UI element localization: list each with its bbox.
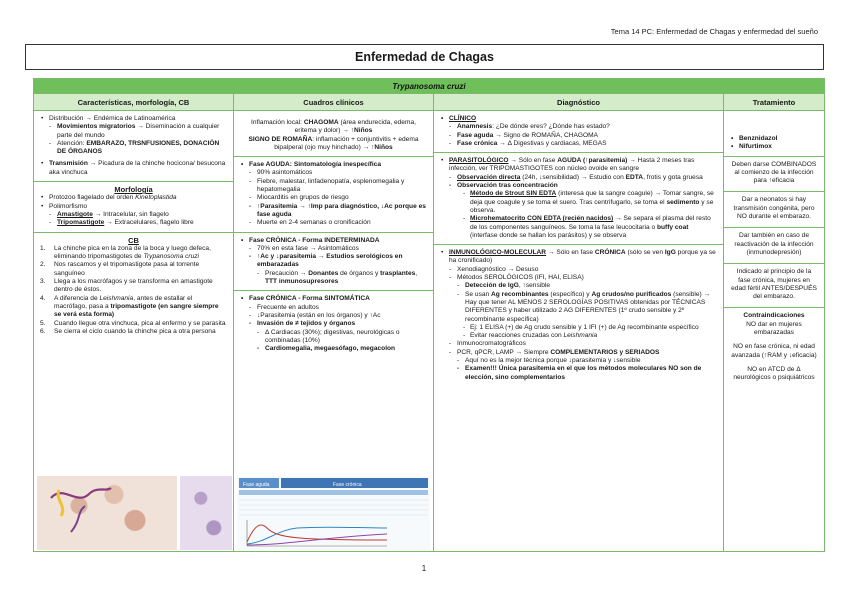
- cycle-title: CB: [128, 235, 139, 245]
- drug-benznidazol: • Benznidazol: [730, 135, 818, 143]
- immunological-item: - Xenodiagnóstico → Desuso: [440, 266, 717, 274]
- phase-timeline-graphic: [237, 476, 430, 550]
- tripomastigote-line: - Tripomastigote → Extracelulares, flagelo libre: [40, 219, 227, 227]
- parasitological-item: - Observación directa (24h, ↓sensibilidad) → Estudio con EDTA, frotis y gota gruesa: [440, 174, 717, 182]
- morphology-line: • Protozoo flagelado del orden Kinetoplastida: [40, 194, 227, 202]
- molecular-item: - PCR, qPCR, LAMP → Siempre COMPLEMENTARIOS y SERIADOS: [440, 349, 717, 357]
- attention-line: - Atención: EMBARAZO, TRSNFUSIONES, DONACIÓN DE ÓRGANOS: [40, 140, 227, 157]
- immunological-item: - Inmunocromatográficos: [440, 340, 717, 348]
- column-header-characteristics: Características, morfología, CB: [34, 94, 234, 110]
- contraindications-title: Contraindicaciones: [743, 312, 805, 320]
- immunological-item: - Se usan Ag recombinantes (específico) y Ag crudos/no purificados (sensible) → Hay que tener AL MENOS 2 SEROLOGÍAS POSITIVAS obtenidas por TÉCNICAS DIFERENTES y haber utilizado 2 AG DIFERENTES (1º crudo sensible y 2º recombinante específica): [440, 291, 717, 324]
- cycle-step-2: 2. Nos rascamos y el tripomastigote pasa al torrente sanguíneo: [40, 261, 200, 277]
- timeline-head-acute: Fase aguda: [243, 482, 270, 488]
- column-header-treatment: Tratamiento: [752, 97, 796, 107]
- organism-band: Trypanosoma cruzi: [34, 79, 824, 93]
- clinical-diagnosis-item: - Anamnesis: ¿De dónde eres? ¿Dónde has estado?: [440, 123, 717, 131]
- clinical-diagnosis-title: • CLÍNICO: [440, 115, 717, 123]
- cycle-step-4: 4. A diferencia de Leishmania, antes de estallar el macrófago, pasa a tripomastigote (en sangre siempre se verá esta forma): [40, 294, 219, 319]
- treatment-note: Indicado al principio de la fase crónica, mujeres en edad fértil ANTES/DESPUÉS del embarazo.: [731, 268, 817, 301]
- clinical-diagnosis-item: - Fase aguda → Signo de ROMAÑA, CHAGOMA: [440, 132, 717, 140]
- acute-phase-item: - ↑Parasitemia → ↑Imp para diagnóstico, ↓Ac porque es fase aguda: [240, 203, 427, 220]
- immunological-title: • INMUNOLÓGICO-MOLECULAR → Sólo en fase CRÓNICA (sólo se ven IgG porque ya se ha cronificado): [440, 249, 717, 266]
- chronic-symptomatic-item: - Invasión de ≠ tejidos y órganos: [240, 320, 427, 328]
- distribution-line: • Distribución → Endémica de Latinoamérica: [40, 115, 227, 123]
- parasitological-item: - Observación tras concentración: [440, 182, 717, 190]
- morphology-title: Morfología: [114, 185, 153, 195]
- romana-sign-line: SIGNO DE ROMAÑA: inflamación + conjuntivitis + edema bipalperal (ojo muy hinchado) → ↑Niños: [248, 135, 419, 151]
- migration-line: - Movimientos migratorios → Diseminación a cualquier parte del mundo: [40, 123, 227, 140]
- clinical-diagnosis-item: - Fase crónica → Δ Digestivas y cardiacas, MEGAS: [440, 140, 717, 148]
- chronic-symptomatic-item: - ↓Parasitemia (están en los órganos) y ↑Ac: [240, 312, 427, 320]
- molecular-item: - Examen!!! Única parasitemia en el que los métodos moleculares NO son de elección, sino complementarios: [440, 365, 717, 382]
- contraindication-item: NO dar en mujeres embarazadas: [746, 320, 802, 337]
- transmission-line: • Transmisión → Picadura de la chinche hocicona/ besucona aka vinchuca: [40, 160, 227, 177]
- cycle-step-6: 6. Se cierra el ciclo cuando la chinche pica a otra persona: [40, 327, 216, 335]
- summary-table: [33, 78, 825, 552]
- microhematocrit-method: - Microhematocrito CON EDTA (recién nacidos) → Se separa el plasma del resto de los componentes sanguíneos. Se toma la fase leucocitaria o buffy coat (interfase donde se hallan los parásitos) y se observa: [440, 215, 717, 240]
- chagoma-line: Inflamación local: CHAGOMA (área endurecida, edema, eritema y dolor) → ↑Niños: [251, 119, 416, 135]
- document-topic: Tema 14 PC: Enfermedad de Chagas y enfermedad del sueño: [610, 27, 818, 36]
- chronic-indeterminate-title: • Fase CRÓNICA - Forma INDETERMINADA: [240, 237, 427, 245]
- strout-method: - Método de Strout SIN EDTA (interesa que la sangre coagule) → Tomar sangre, se deja que coagule y se toma el suero. Tras centrifugarlo, se toma el sedimento y se observa.: [440, 190, 717, 215]
- immunological-item: - Métodos SEROLÓGICOS (IFI, HAI, ELISA): [440, 274, 717, 282]
- column-header-clinical: Cuadros clínicos: [234, 94, 434, 110]
- amastigote-line: - Amastigote → Intracelular, sin flagelo: [40, 211, 227, 219]
- blood-smear-photo: [37, 476, 177, 550]
- immunological-item: - Ej: 1 ELISA (+) de Ag crudo sensible y 1 IFI (+) de Ag recombinante específico: [440, 324, 717, 332]
- treatment-column: [724, 111, 824, 552]
- microscopy-images: [34, 476, 233, 552]
- treatment-note: Deben darse COMBINADOS al comienzo de la infección para ↑eficacia: [731, 160, 817, 185]
- chronic-symptomatic-item: - Cardiomegalia, megaesófago, megacolon: [240, 345, 427, 353]
- tripomastigote-illustration: [37, 476, 177, 550]
- clinical-column: [234, 111, 434, 552]
- chronic-indeterminate-item: - Precaución → Donantes de órganos y trasplantes, TTT inmunosupresores: [240, 270, 427, 287]
- molecular-item: - Aquí no es la mejor técnica porque ↓parasitemia y ↓sensible: [440, 357, 717, 365]
- cycle-step-1: 1. La chinche pica en la zona de la boca y luego defeca, eliminando tripomastigotes de Trypanosoma cruzi: [40, 244, 211, 261]
- phase-timeline-figure: [237, 476, 430, 550]
- treatment-note: Dar a neonatos si hay transmisión congénita, pero NO durante el embarazo.: [733, 196, 815, 221]
- acute-phase-title: • Fase AGUDA: Sintomatología inespecífica: [240, 161, 427, 169]
- contraindication-item: NO en fase crónica, ni edad avanzada (↑RAM y ↓eficacia): [731, 343, 817, 359]
- treatment-note: Dar también en caso de reactivación de la infección (inmunodepresión): [734, 232, 814, 256]
- acute-phase-item: - Muerte en 2-4 semanas o cronificación: [240, 219, 427, 227]
- chronic-indeterminate-item: - 70% en esta fase → Asintomáticos: [240, 245, 427, 253]
- cycle-step-5: 5. Cuando llegue otra vinchuca, pica al enfermo y se parasita: [40, 319, 226, 327]
- polymorphism-line: • Polimorfismo: [40, 203, 227, 211]
- acute-phase-item: - Fiebre, malestar, linfadenopatía, esplenomegalia y hepatomegalia: [240, 178, 427, 195]
- chronic-symptomatic-title: • Fase CRÓNICA - Forma SINTOMÁTICA: [240, 295, 427, 303]
- column-headers: [34, 93, 824, 111]
- immunological-item: - Detección de IgG, ↑sensible: [440, 282, 717, 290]
- page-number: 1: [421, 564, 427, 573]
- amastigote-smear-photo: [180, 476, 232, 550]
- contraindication-item: NO en ATCD de Δ neurológicos o psiquiátricos: [733, 365, 815, 382]
- diagnosis-column: [434, 111, 724, 552]
- column-header-diagnosis: Diagnóstico: [434, 94, 724, 110]
- chronic-symptomatic-item: - Frecuente en adultos: [240, 304, 427, 312]
- page-title: Enfermedad de Chagas: [25, 44, 824, 70]
- acute-phase-item: - Miocarditis en grupos de riesgo: [240, 194, 427, 202]
- chronic-indeterminate-item: - ↑Ac y ↓parasitemia → Estudios serológicos en embarazadas: [240, 253, 427, 270]
- chronic-symptomatic-item: - Δ Cardiacas (30%); digestivas, neurológicas o combinadas (10%): [240, 329, 427, 346]
- acute-phase-item: - 90% asintomáticos: [240, 169, 427, 177]
- timeline-head-chronic: Fase crónica: [333, 482, 362, 488]
- parasitological-title: • PARASITOLÓGICO → Sólo en fase AGUDA (↑parasitemia) → Hasta 2 meses tras infección, ver TRIPOMASTIGOTES con núcleo ovoide en sangre: [440, 157, 717, 174]
- drug-nifurtimox: • Nifurtimox: [730, 143, 818, 151]
- characteristics-column: [34, 111, 234, 552]
- immunological-item: - Evitar reacciones cruzadas con Leishmania: [440, 332, 717, 340]
- cycle-step-3: 3. Llega a los macrófagos y se transforma en amastigote dentro de éstos.: [40, 278, 213, 294]
